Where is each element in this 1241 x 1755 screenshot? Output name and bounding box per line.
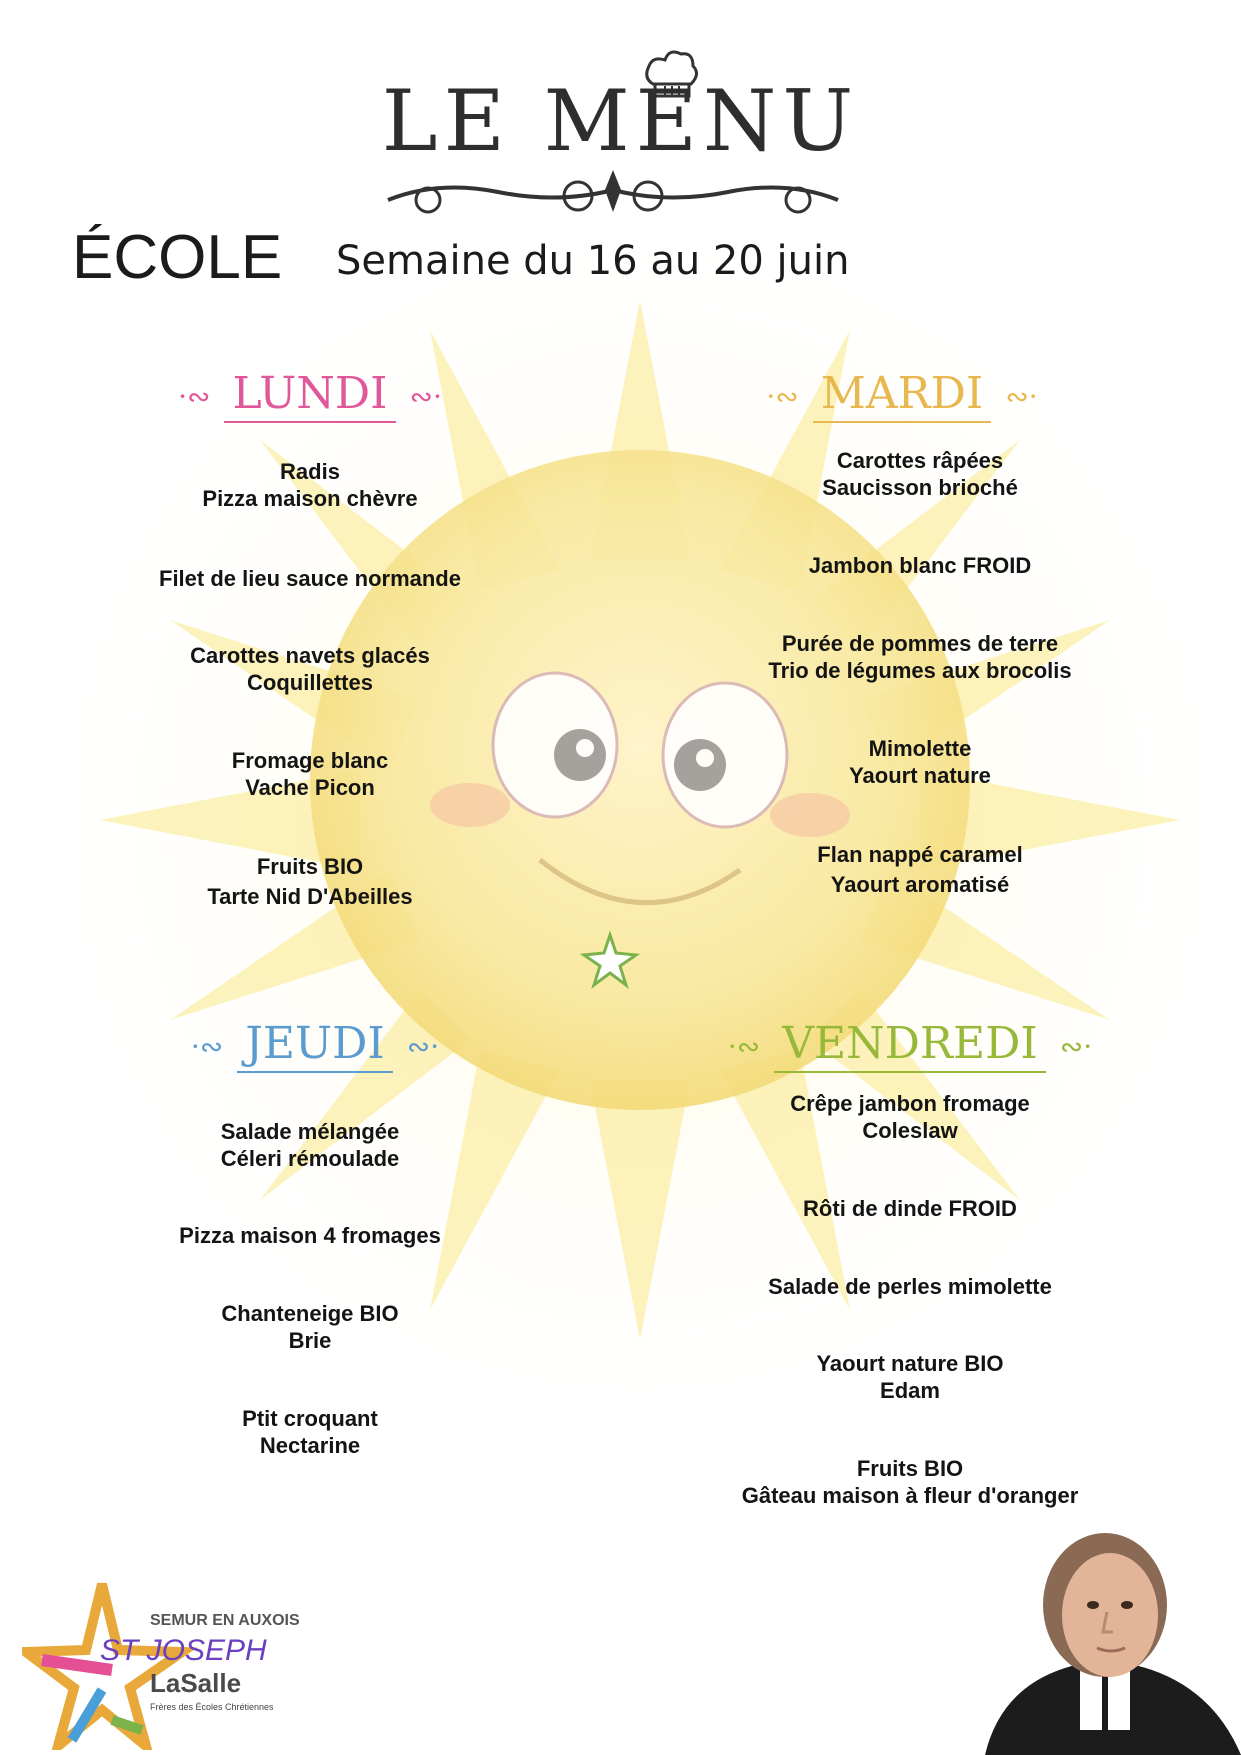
week-label: Semaine du 16 au 20 juin bbox=[336, 238, 850, 284]
menu-item: Rôti de dinde FROID bbox=[803, 1196, 1017, 1221]
menu-item: Salade mélangée Céleri rémoulade bbox=[220, 1119, 400, 1171]
swirl-right-icon: ∾· bbox=[1005, 380, 1038, 413]
menu-item: Filet de lieu sauce normande bbox=[159, 566, 461, 591]
day-label: JEUDI bbox=[237, 1018, 393, 1073]
menu-item: Fruits BIO Gâteau maison à fleur d'oranger bbox=[741, 1456, 1079, 1508]
day-header-mardi bbox=[752, 368, 1052, 423]
day-header-lundi bbox=[160, 368, 460, 423]
day-header-vendredi bbox=[700, 1018, 1120, 1073]
menu-item: Pizza maison 4 fromages bbox=[179, 1223, 441, 1248]
menu-item: Chanteneige BIO Brie bbox=[221, 1301, 399, 1353]
menu-item: Flan nappé caramel Yaourt aromatisé bbox=[817, 842, 1023, 897]
swirl-right-icon: ∾· bbox=[1059, 1030, 1093, 1063]
school-network: LaSalle bbox=[150, 1668, 242, 1698]
menu-item: Jambon blanc FROID bbox=[808, 553, 1032, 578]
menu-item: Ptit croquant Nectarine bbox=[242, 1406, 378, 1458]
center-star bbox=[584, 935, 636, 985]
menu-item: Salade de perles mimolette bbox=[768, 1274, 1052, 1299]
swirl-right-icon: ∾· bbox=[406, 1030, 440, 1063]
menu-item: Fromage blanc Vache Picon bbox=[231, 748, 389, 800]
menu-title: LE MENU bbox=[381, 72, 860, 170]
day-header-jeudi bbox=[165, 1018, 465, 1073]
swirl-left-icon: ·∾ bbox=[766, 380, 799, 413]
menu-item: Carottes navets glacés Coquillettes bbox=[190, 643, 430, 695]
menu-item: Mimolette Yaourt nature bbox=[849, 736, 991, 788]
day-label: LUNDI bbox=[224, 368, 395, 423]
swirl-left-icon: ·∾ bbox=[190, 1030, 224, 1063]
school-name: ST JOSEPH bbox=[100, 1634, 267, 1667]
menu-item: Fruits BIO Tarte Nid D'Abeilles bbox=[207, 854, 413, 909]
school-tagline: Frères des Écoles Chrétiennes bbox=[150, 1702, 274, 1712]
founder-portrait bbox=[975, 1520, 1241, 1755]
swirl-left-icon: ·∾ bbox=[178, 380, 211, 413]
day-label: MARDI bbox=[813, 368, 992, 423]
day-label: VENDREDI bbox=[774, 1018, 1046, 1073]
swirl-left-icon: ·∾ bbox=[727, 1030, 761, 1063]
menu-item: Crêpe jambon fromage Coleslaw bbox=[790, 1091, 1030, 1143]
menu-item: Carottes râpées Saucisson brioché bbox=[822, 448, 1018, 500]
swirl-right-icon: ∾· bbox=[409, 380, 442, 413]
menu-item: Radis Pizza maison chèvre bbox=[202, 459, 418, 511]
audience-label: ÉCOLE bbox=[72, 223, 283, 292]
ornament-flourish-icon bbox=[378, 160, 848, 222]
menu-item: Yaourt nature BIO Edam bbox=[816, 1351, 1004, 1403]
school-city: SEMUR EN AUXOIS bbox=[150, 1612, 300, 1629]
menu-item: Purée de pommes de terre Trio de légumes aux brocolis bbox=[768, 631, 1072, 683]
